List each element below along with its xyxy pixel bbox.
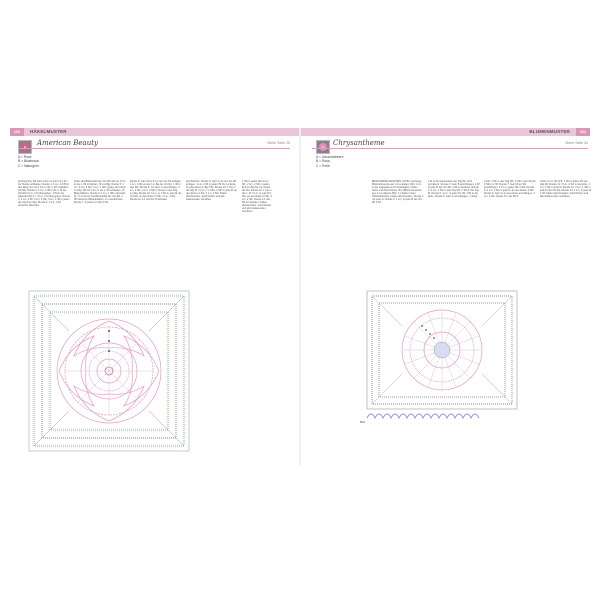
right-section-title: BLUMENMUSTER [529, 129, 570, 134]
right-pattern-swatch [316, 140, 330, 154]
left-color-legend [18, 155, 39, 168]
book-gutter [299, 128, 301, 465]
legend-item: C = Perle [316, 163, 330, 168]
instruction-column: hinter das Blütenblatt der Vor-Rd. Rd mit 1 Km in die 1. fM schließen. (8 Lm-Bg). Runde 5: 1 Lm, 3 Lm, 5 Stb, 3 Lm, 1 fM in jeden der folg 8 Lm-Bg. Rd mit 1 Km in die 1. fM schließen. (8 Blütenblätter). Runde 6: 1 Lm, 1 fM in dieselbe M, 7 Lm hinter das Blütenblatt der Vor-Rd, 1 fM zwischen Blütenblättern. 8 x wiederholen. Runde 7: in jeden Lm-Bg 9 Stb. [74, 180, 126, 205]
chrysanthemum-swatch-icon [319, 143, 327, 151]
left-page-reference: Siehe Seite 26 [267, 141, 290, 145]
right-page-number: 111 [576, 128, 590, 136]
legend-item: A = Rose [18, 155, 32, 159]
left-pattern-swatch [18, 140, 32, 154]
instruction-column: Runde 8: Garn B an 3 Lm der Vor-Rd anfügen, 1 Lm, 3 fM um den Lm-Bg der Vor-Rd, 1 fM in das Stb. Runde 9: mit Garn C anschlingen, 3 Lm, 2 Stb, 2 Lm, 3 Stb (= Ecke) in den folg Lm-Bg. Runde 10: 3 Lm, je 1 Stb in jede M der Vor-Rd, an den Ecken 3 Stb, 2 Lm, 3 Stb. Runde 11–13: wie Rd 10 arbeiten. [130, 180, 182, 202]
instruction-column: 1 Stb in jedes Stb und 2 Stb, 2 Lm, 2 Stb in jeden Eck-Lm-Bg bis zum Ende der Rd. Runde 12: 1 Km in die 1. M, 3 Lm, in jede M 1 Stb, an den Ecken 2 Stb, 3 Lm, 2 Stb. Runde 13: wie Rd 12 arbeiten. Faden abschneiden, durchziehen und alle Fadenenden vernähen. [242, 180, 272, 214]
edging-label: Bild [360, 420, 366, 424]
right-pattern-title: Chrysantheme [333, 139, 385, 147]
instruction-column: zeilen 3 x in Stb (Pf). 1 Stb in jedes Stb der folg Rd. Runde 11: 3 Lm, 2 Stb in die Ecke, 3 Lm, 3 Stb in jede M. Runde 12: 3 Lm, 1 Stb in jede M der Vor-Rd. Runde 13: 1 Lm, in jede M 1 fM. Fäden abschneiden, durchziehen und alle Fadenenden vernähen. [540, 180, 591, 199]
left-title-rule [18, 148, 290, 149]
left-section-title: HÄKELMUSTER [30, 129, 67, 134]
instruction-column: Anfangsring: Mit Garn A 10 Lm und mit 1 Km zur Runde schließen. Runde 1: 1 Lm, 16 fM in den Ring, Rd. mit 1 Km in die 1. fM schließen. (16 fM). Runde 2: 1 Lm, 1 fM in die 1. M der Vor-Rd (3 Lm, 2 M übergehen, 1 fM in die folgende fM) 4 x, 3 Lm, 2 M übergehen. Runde 3: 1 Lm, 2 fM, 3 Lm, 5 Stb, 3 Lm, 1 fM in jeden der folg 8 Lm-Bg. Runde 4: 1 Lm, 1 fM zwischen Maschen. [18, 180, 70, 208]
instruction-column: 1 M in die Seitenkante der folg fM, nicht vernähen). Runde 3: Garn B anschlingen. 1 fM in jede M der Vor-Rd, 2 fM in die Ecke. Runde 4: 3 Lm, 1 Stb in das folg Stb, 2 Stb in die folg M. Runde 5: 1 Lm, in jede M 1 fM, 2 fM in die Ecke. Runde 6: Garn C anschlingen, 1 Stbgr. [428, 180, 480, 199]
left-pattern-title: American Beauty [37, 139, 98, 147]
left-page [0, 128, 300, 465]
instruction-column: 2 Stb, 3 Stb in das folg Stb, 2 Stb in der folg M, 2 Stb in 1 fM. Runde 7: Garn B an Stb anschlingen. 3 Lm, in jedes Stb 2 Stb. Runde 8: 4 Lm, 1 Stb in jede M, an den Ecken 3 Stb. Runde 9: Garn C an eine Ecke anschlingen. 3 Lm, 2 Stb. Runde 10: wie Rd 9. [484, 180, 536, 199]
legend-item: A = Johannisbeere [316, 155, 344, 159]
american-beauty-crochet-chart [24, 286, 194, 456]
right-title-rule [312, 148, 588, 149]
legend-item: B = Rosa [316, 159, 330, 164]
legend-item: C = Naturgrün [18, 163, 39, 168]
left-instructions [18, 180, 272, 280]
right-page [300, 128, 600, 465]
left-page-number: 110 [10, 128, 24, 136]
right-page-reference: Siehe Seite 34 [565, 141, 588, 145]
right-color-legend [316, 155, 343, 168]
instruction-column: durchziehen. Runde 9: Garn C an der Vor-Rd anfügen, 1 Lm, 2 fM in jeden fM bis zur Ecke, in jeden Eck-Lm-Bg 3 fM. Runde 10: 1 Km in die folg M, 3 Lm (= 1. Stb), 1 Stb in jede M, an den Ecken 2 Stb, 2 Lm, 2 Stb. Fäden abschneiden, durchziehen und alle Fadenenden vernähen. [186, 180, 238, 202]
legend-item: B = Blushrosa [18, 159, 39, 164]
instruction-column: BESONDERE MASCHEN: Anf-Bm (Anfangs-Büschelmasche aus 3 zus abgem Stb): 2 Lm in der angegebene M anschlagen. Faden holen und durchziehen. Bm (Büschelmasche aus 4 zus abgem Stb): 4 x Faden holen. Hilfsdrahtspitze, Faden abschneiden. Runde 1: mit Garn A. Runde 2: 1 Lm, in jede M der Vor-Rd 2 fM. [372, 180, 424, 205]
rose-swatch-icon [21, 143, 29, 151]
chrysanthemum-crochet-chart [362, 286, 532, 426]
right-instructions [372, 180, 592, 280]
